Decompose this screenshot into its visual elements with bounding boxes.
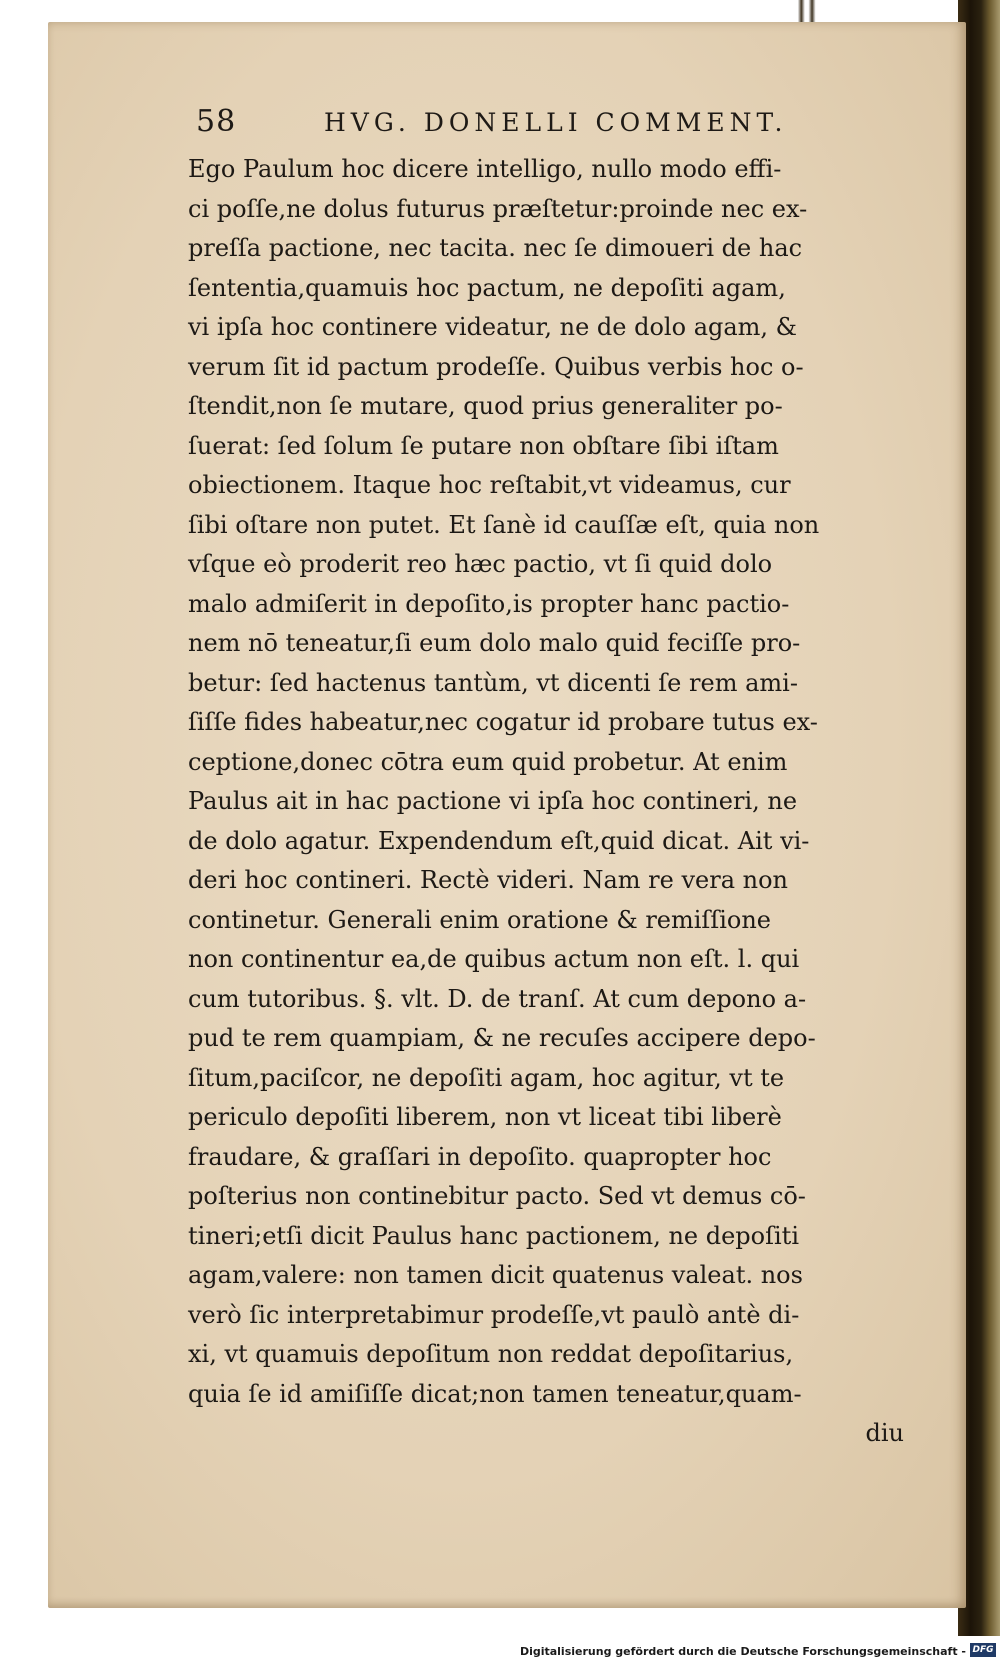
dfg-logo: DFG bbox=[970, 1643, 996, 1657]
body-text bbox=[188, 150, 908, 1454]
text-line: agam,valere: non tamen dicit quatenus valeat. nos bbox=[188, 1261, 803, 1289]
text-line: ſibi oſtare non putet. Et ſanè id cauſſæ eſt, quia non bbox=[188, 510, 820, 539]
text-line: betur: ſed hactenus tantùm, vt dicenti ſe rem ami- bbox=[188, 668, 798, 697]
text-line: deri hoc contineri. Rectè videri. Nam re vera non bbox=[188, 866, 788, 894]
text-line: quia ſe id amiſiſſe dicat;non tamen teneatur,quam- bbox=[188, 1379, 802, 1408]
text-line: ſtendit,non ſe mutare, quod prius generaliter po- bbox=[188, 392, 783, 420]
running-head: HVG. DONELLI COMMENT. bbox=[324, 108, 788, 137]
text-line: ceptione,donec cōtra eum quid probetur. At enim bbox=[188, 747, 788, 776]
page-number: 58 bbox=[196, 104, 237, 139]
text-line: verò ſic interpretabimur prodeſſe,vt paulò antè di- bbox=[188, 1300, 800, 1329]
text-line: tineri;etſi dicit Paulus hanc pactionem, ne depoſiti bbox=[188, 1221, 799, 1250]
text-line: malo admiſerit in depoſito,is propter hanc pactio- bbox=[188, 589, 790, 618]
page-header bbox=[196, 104, 836, 150]
text-line: Ego Paulum hoc dicere intelligo, nullo modo effi- bbox=[188, 155, 782, 183]
text-line: cum tutoribus. §. vlt. D. de tranſ. At cum depono a- bbox=[188, 984, 807, 1013]
text-line: obiectionem. Itaque hoc reſtabit,vt videamus, cur bbox=[188, 471, 791, 499]
text-line: continetur. Generali enim oratione & remiſſione bbox=[188, 905, 771, 934]
text-line: pud te rem quampiam, & ne recuſes accipere depo- bbox=[188, 1024, 816, 1052]
text-line: vi ipſa hoc continere videatur, ne de dolo agam, & bbox=[188, 313, 798, 341]
text-line: ſententia,quamuis hoc pactum, ne depoſiti agam, bbox=[188, 273, 786, 302]
text-line: poſterius non continebitur pacto. Sed vt demus cō- bbox=[188, 1182, 806, 1210]
text-line: periculo depoſiti liberem, non vt liceat tibi liberè bbox=[188, 1103, 782, 1131]
text-line: non continentur ea,de quibus actum non eſt. l. qui bbox=[188, 945, 800, 973]
text-line: diu bbox=[865, 1419, 904, 1447]
text-line: verum ſit id pactum prodeſſe. Quibus verbis hoc o- bbox=[188, 352, 804, 381]
text-line: de dolo agatur. Expendendum eſt,quid dicat. Ait vi- bbox=[188, 826, 810, 855]
text-line: fraudare, & graſſari in depoſito. quapropter hoc bbox=[188, 1142, 772, 1171]
footer-bar bbox=[0, 1636, 1000, 1666]
binding-thread bbox=[780, 0, 958, 22]
text-line: nem nō teneatur,ſi eum dolo malo quid feciſſe pro- bbox=[188, 629, 801, 657]
text-line: preſſa pactione, nec tacita. nec ſe dimoueri de hac bbox=[188, 234, 803, 262]
text-line: ci poſſe,ne dolus futurus præſtetur:proinde nec ex- bbox=[188, 194, 808, 223]
text-line: Paulus ait in hac pactione vi ipſa hoc contineri, ne bbox=[188, 787, 798, 815]
text-line: vſque eò proderit reo hæc pactio, vt ſi quid dolo bbox=[188, 550, 773, 578]
text-line: xi, vt quamuis depoſitum non reddat depoſitarius, bbox=[188, 1340, 794, 1368]
text-line: ſiſſe fides habeatur,nec cogatur id probare tutus ex- bbox=[188, 708, 818, 736]
text-line: ſuerat: ſed ſolum ſe putare non obſtare ſibi iſtam bbox=[188, 431, 779, 460]
digitization-credit: Digitalisierung gefördert durch die Deutsche Forschungsgemeinschaft - bbox=[519, 1645, 966, 1658]
text-line: ſitum,paciſcor, ne depoſiti agam, hoc agitur, vt te bbox=[188, 1063, 785, 1092]
